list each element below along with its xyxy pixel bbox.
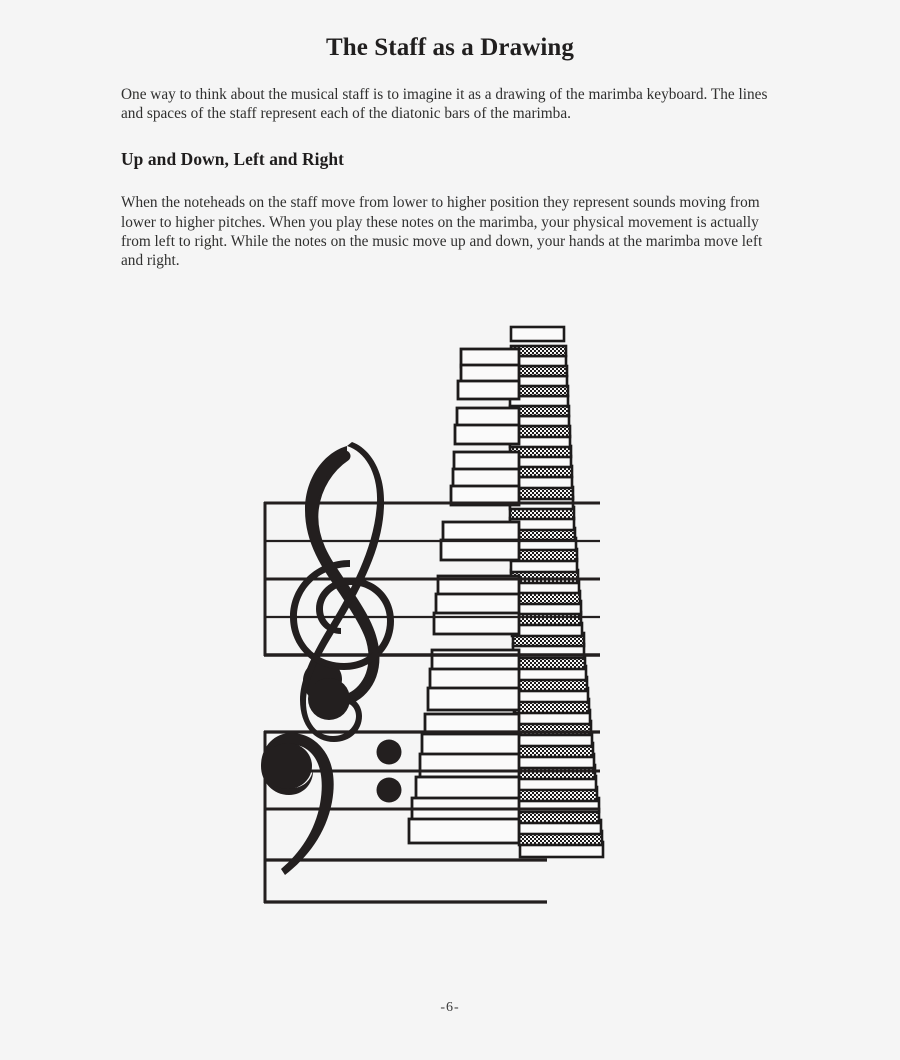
page-number: -6-	[440, 1000, 460, 1015]
body-paragraph: When the noteheads on the staff move from lower to higher position they represent sounds moving from lower to higher pitches. When you play these notes on the marimba, your physical movement is actually from left to right. While the notes on the music move up and down, your hands at the marimba move left and right.	[121, 194, 763, 270]
bass-clef-lower-dot	[377, 778, 402, 803]
section-subheading: Up and Down, Left and Right	[121, 149, 345, 170]
treble-clef-dot	[308, 678, 350, 720]
marimba-keyboard	[409, 327, 603, 857]
page-title: The Staff as a Drawing	[325, 34, 575, 61]
keyboard-right-column	[510, 327, 603, 857]
intro-paragraph: One way to think about the musical staff is to imagine it as a drawing of the marimba keyboard. The lines and spaces of the staff represent each of the diatonic bars of the marimba.	[121, 86, 768, 123]
keyboard-left-column	[409, 349, 519, 843]
bass-clef	[261, 733, 402, 875]
bass-clef-upper-dot	[377, 740, 402, 765]
treble-clef	[290, 442, 394, 742]
